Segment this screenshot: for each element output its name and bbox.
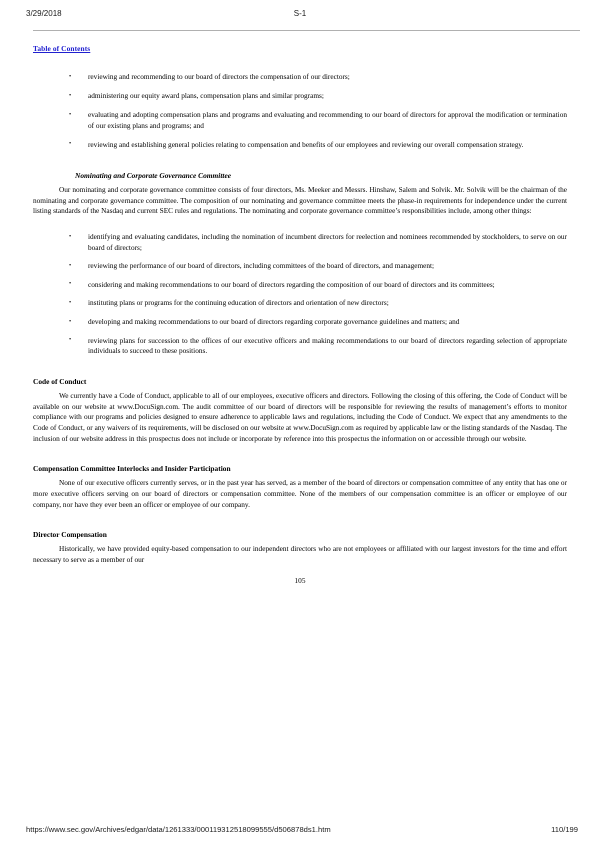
page-number: 105 [294,575,306,585]
section-heading-interlocks: Compensation Committee Interlocks and Insider Participation [33,464,231,474]
print-header-date: 3/29/2018 [26,9,62,18]
spacer [33,365,567,376]
table-of-contents-link[interactable]: Table of Contents [33,44,91,53]
section-heading-nominating-committee: Nominating and Corporate Governance Committee [75,170,232,180]
section-heading-director-compensation: Director Compensation [33,530,107,540]
list-item: • administering our equity award plans, compensation plans and similar programs; [33,91,567,102]
list-item: • reviewing and establishing general policies relating to compensation and benefits of our employees and reviewing our overall compensation strategy. [33,140,567,151]
print-footer [0,825,600,839]
print-footer-page-indicator: 110/199 [551,825,578,834]
nominating-committee-bullet-list [33,232,567,357]
compensation-committee-bullet-list [33,72,567,150]
list-item: • evaluating and adopting compensation plans and programs and evaluating and recommending to our board of directors for approval the modification or termination of our existing plans and programs; and [33,110,567,131]
print-header-document-title: S-1 [293,9,307,18]
document-content [33,38,567,586]
list-item: • considering and making recommendations to our board of directors regarding the composition of our board of directors and its committees; [33,280,567,291]
list-item: • reviewing the performance of our board of directors, including committees of the board of directors, and management; [33,261,567,272]
spacer [33,56,567,72]
spacer [33,518,567,529]
paragraph-director-compensation: Historically, we have provided equity-based compensation to our independent directors who are not employees or affiliated with our largest investors for the time and effort necessary to serve as a member of our [33,544,567,565]
header-divider [33,30,580,31]
print-footer-url: https://www.sec.gov/Archives/edgar/data/1261333/000119312518099555/d506878ds1.htm [26,825,331,834]
list-item: • reviewing and recommending to our board of directors the compensation of our directors; [33,72,567,83]
spacer [33,159,567,170]
list-item: • developing and making recommendations to our board of directors regarding corporate governance guidelines and matters; and [33,317,567,328]
list-item: • identifying and evaluating candidates, including the nomination of incumbent directors for reelection and nominees recommended by stockholders, to serve on our board of directors; [33,232,567,253]
section-heading-code-of-conduct: Code of Conduct [33,376,87,386]
print-header [0,9,600,23]
paragraph-code-of-conduct: We currently have a Code of Conduct, applicable to all of our employees, executive officers and directors. Following the closing of this offering, the Code of Conduct will be available on our website at www.DocuSign.com. The audit committee of our board of directors will be responsible for reviewing the results of management’s efforts to monitor compliance with our programs and policies designed to ensure adherence to applicable laws and regulations, including the Code of Conduct. We expect that any amendments to the Code of Conduct, or any waivers of its requirements, will be disclosed on our website at www.DocuSign.com as required by applicable law or the listing standards of the Nasdaq. The inclusion of our website address in this prospectus does not include or incorporate by reference into this prospectus the information on or accessible through our website. [33,390,567,443]
paragraph-interlocks: None of our executive officers currently serves, or in the past year has served, as a member of the board of directors or compensation committee of any entity that has one or more executive officers serving on our board of directors or compensation committee. None of the members of our compensation committee is an officer or employee of our company, nor have they ever been an officer or employee of our company. [33,478,567,509]
spacer [33,452,567,463]
list-item: • reviewing plans for succession to the offices of our executive officers and making recommendations to our board of directors regarding selection of appropriate individuals to succeed to these positions. [33,336,567,357]
list-item: • instituting plans or programs for the continuing education of directors and orientation of new directors; [33,298,567,309]
spacer [33,225,567,232]
paragraph-nominating-committee: Our nominating and corporate governance committee consists of four directors, Ms. Meeker and Messrs. Hinshaw, Salem and Solvik. Mr. Solvik will be the chairman of the nominating and corporate governance committee. The composition of our nominating and governance committee meets the phase-in requirements for independence under the current listing standards of the Nasdaq and current SEC rules and regulations. The nominating and corporate governance committee’s responsibilities include, among other things: [33,184,567,216]
